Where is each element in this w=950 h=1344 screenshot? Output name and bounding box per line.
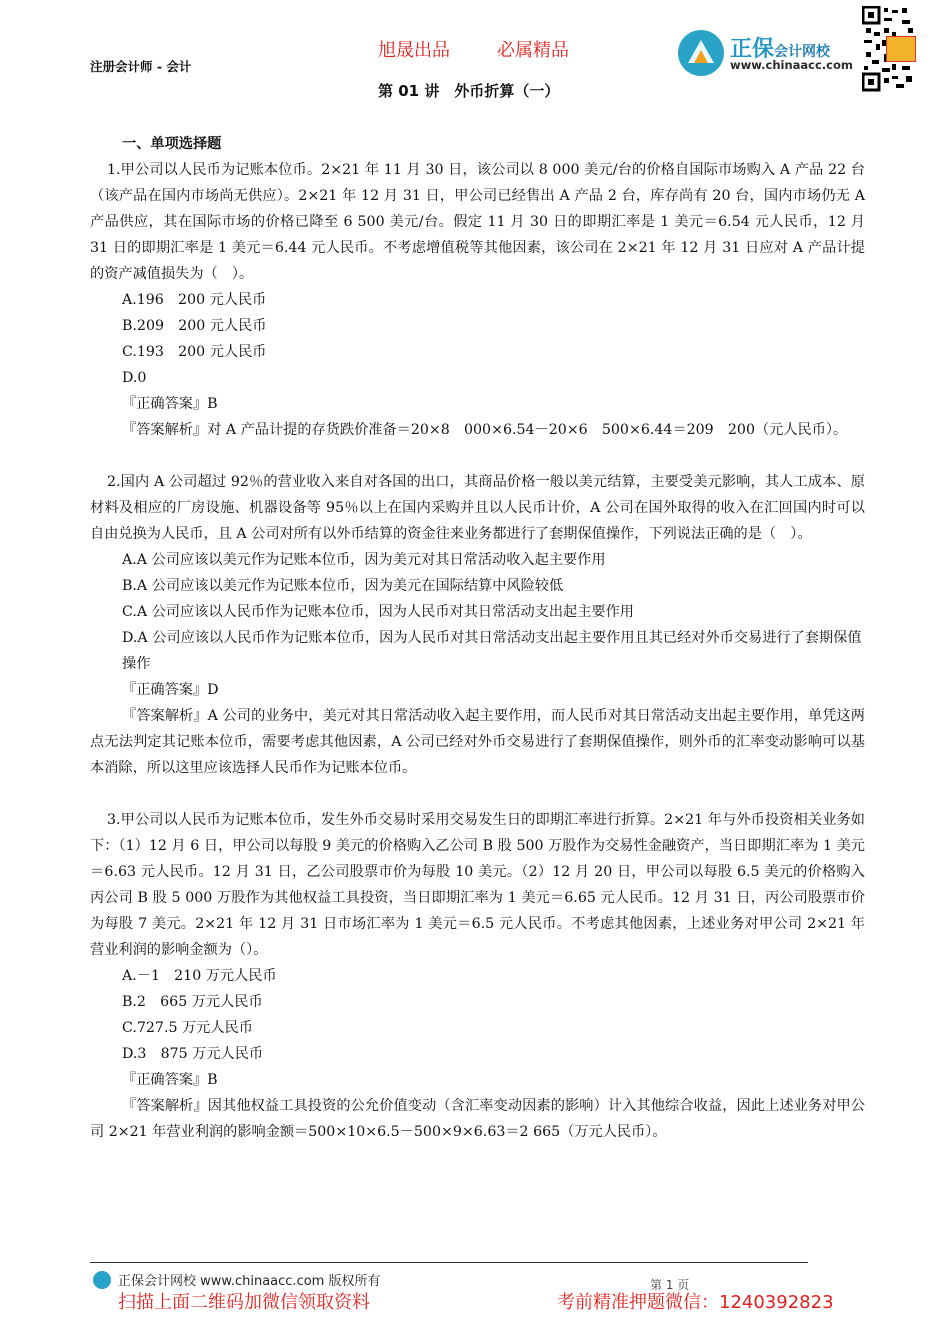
question-stem: 3.甲公司以人民币为记账本位币，发生外币交易时采用交易发生日的即期汇率进行折算。2×21 年与外币投资相关业务如下：（1）12 月 6 日，甲公司以每股 9 美元的价格购入乙公司 B 股 500 万股作为交易性金融资产，当日即期汇率为 1 美元＝6.63 元人民币。12 月 31 日，乙公司股票市价为每股 10 美元。（2）12 月 20 日，甲公司以每股 6.5 美元的价格购入丙公司 B 股 5 000 万股作为其他权益工具投资，当日即期汇率为 1 美元＝6.65 元人民币。12 月 31 日，丙公司股票市价为每股 7 美元。2×21 年 12 月 31 日市场汇率为 1 美元＝6.5 元人民币。不考虑其他因素，上述业务对甲公司 2×21 年营业利润的影响金额为（）。 — [90, 812, 865, 958]
option-c: C.A 公司应该以人民币作为记账本位币，因为人民币对其日常活动支出起主要作用 — [122, 604, 634, 620]
promo-right: 考前精准押题微信：1240392823 — [557, 1292, 834, 1313]
course-label: 注册会计师 - 会计 — [90, 59, 192, 74]
option-d: D.3 875 万元人民币 — [122, 1046, 264, 1062]
section-heading: 一、单项选择题 — [122, 136, 222, 152]
footer-logo-icon — [93, 1271, 111, 1289]
question-3 — [90, 807, 865, 1145]
page-title: 第 01 讲 外币折算（一） — [378, 82, 560, 100]
question-stem: 1.甲公司以人民币为记账本位币。2×21 年 11 月 30 日，该公司以 8 000 美元/台的价格自国际市场购入 A 产品 22 台（该产品在国内市场尚无供应）。2×21 年 12 月 31 日，甲公司已经售出 A 产品 2 台，库存尚有 20 台，国内市场仍无 A 产品供应，其在国际市场的价格已降至 6 500 美元/台。假定 11 月 30 日的即期汇率是 1 美元＝6.54 元人民币，12 月 31 日的即期汇率是 1 美元＝6.44 元人民币。不考虑增值税等其他因素，该公司在 2×21 年 12 月 31 日应对 A 产品计提的资产减值损失为（ ）。 — [90, 162, 865, 282]
slogan-left: 旭晟出品 — [378, 40, 450, 61]
logo-emblem-icon — [678, 30, 724, 76]
logo-brand: 正保会计网校 — [730, 37, 831, 62]
option-c: C.193 200 元人民币 — [122, 344, 267, 360]
question-stem: 2.国内 A 公司超过 92％的营业收入来自对各国的出口，其商品价格一般以美元结算，主要受美元影响，其人工成本、原材料及相应的厂房设施、机器设备等 95％以上在国内采购并且以人民币计价，A 公司在国外取得的收入在汇回国内时可以自由兑换为人民币，且 A 公司对所有以外币结算的资金往来业务都进行了套期保值操作，下列说法正确的是（ ）。 — [90, 474, 865, 542]
page-number: 第 1 页 — [650, 1278, 690, 1292]
option-a: A.A 公司应该以美元作为记账本位币，因为美元对其日常活动收入起主要作用 — [122, 552, 606, 568]
promo-left: 扫描上面二维码加微信领取资料 — [118, 1292, 370, 1313]
option-d: D.0 — [122, 370, 147, 386]
correct-answer: 『正确答案』D — [122, 682, 219, 698]
option-a: A.－1 210 万元人民币 — [122, 968, 277, 984]
footer-divider — [90, 1262, 808, 1263]
footer-copyright: 正保会计网校 www.chinaacc.com 版权所有 — [118, 1274, 381, 1289]
option-b: B.209 200 元人民币 — [122, 318, 267, 334]
question-2 — [90, 469, 865, 781]
slogan-right: 必属精品 — [497, 40, 569, 61]
chinaacc-logo — [678, 28, 863, 78]
answer-explanation: 『答案解析』对 A 产品计提的存货跌价准备＝20×8 000×6.54－20×6 500×6.44＝209 200（元人民币）。 — [122, 422, 848, 438]
correct-answer: 『正确答案』B — [122, 1072, 218, 1088]
answer-explanation: 『答案解析』A 公司的业务中，美元对其日常活动收入起主要作用，而人民币对其日常活动支出起主要作用，单凭这两点无法判定其记账本位币，需要考虑其他因素，A 公司已经对外币交易进行了套期保值操作，则外币的汇率变动影响可以基本消除，所以这里应该选择人民币作为记账本位币。 — [90, 708, 865, 776]
document-body — [90, 131, 865, 1145]
option-d: D.A 公司应该以人民币作为记账本位币，因为人民币对其日常活动支出起主要作用且其已经对外币交易进行了套期保值操作 — [122, 630, 862, 672]
option-b: B.2 665 万元人民币 — [122, 994, 263, 1010]
option-b: B.A 公司应该以美元作为记账本位币，因为美元在国际结算中风险较低 — [122, 578, 564, 594]
question-1 — [90, 157, 865, 443]
logo-url: www.chinaacc.com — [730, 58, 853, 72]
correct-answer: 『正确答案』B — [122, 396, 218, 412]
answer-explanation: 『答案解析』因其他权益工具投资的公允价值变动（含汇率变动因素的影响）计入其他综合收益，因此上述业务对甲公司 2×21 年营业利润的影响金额＝500×10×6.5－500×9×6.63＝2 665（万元人民币）。 — [90, 1098, 865, 1140]
option-c: C.727.5 万元人民币 — [122, 1020, 253, 1036]
qr-badge-icon — [886, 36, 916, 62]
option-a: A.196 200 元人民币 — [122, 292, 267, 308]
